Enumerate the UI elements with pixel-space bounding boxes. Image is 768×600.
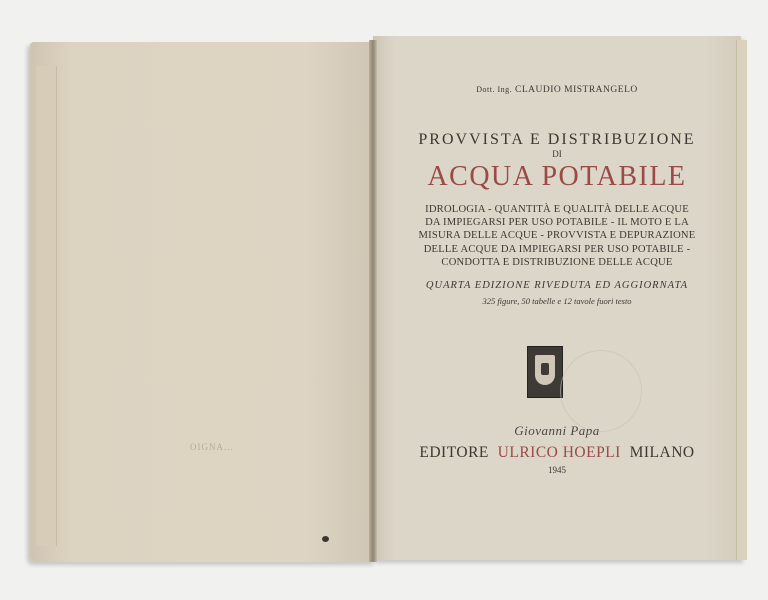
description <box>373 203 741 269</box>
author-prefix: Dott. Ing. <box>476 85 513 94</box>
description-line: MISURA DELLE ACQUE - PROVVISTA E DEPURAZIONE <box>418 230 696 242</box>
page-hole <box>322 536 329 542</box>
author <box>373 84 741 96</box>
description-line: DELLE ACQUE DA IMPIEGARSI PER USO POTABILE - <box>423 243 691 255</box>
publisher-label: EDITORE <box>419 444 489 461</box>
description-line: CONDOTTA E DISTRIBUZIONE DELLE ACQUE <box>441 256 673 268</box>
publisher-emblem-icon <box>527 346 563 398</box>
left-page-edge <box>36 66 57 546</box>
author-name: CLAUDIO MISTRANGELO <box>515 85 638 95</box>
handwritten-signature: Giovanni Papa <box>514 423 600 438</box>
edition: QUARTA EDIZIONE RIVEDUTA ED AGGIORNATA <box>425 280 689 291</box>
publisher-name: ULRICO HOEPLI <box>497 444 621 461</box>
description-line: DA IMPIEGARSI PER USO POTABILE - IL MOTO E LA <box>425 217 689 229</box>
show-through-text: OIGNA... <box>190 442 234 452</box>
publisher-line <box>373 443 741 462</box>
description-line: IDROLOGIA - QUANTITÀ E QUALITÀ DELLE ACQUE <box>425 204 689 215</box>
figures-note: 325 figure, 50 tabelle e 12 tavole fuori testo <box>482 296 632 306</box>
publication-year: 1945 <box>548 465 566 475</box>
publisher-city: MILANO <box>629 444 695 461</box>
left-page <box>30 42 376 562</box>
embossed-seal <box>560 350 642 432</box>
title-di: DI <box>552 149 562 159</box>
title-line-1: PROVVISTA E DISTRIBUZIONE <box>418 131 696 148</box>
main-title: ACQUA POTABILE <box>427 161 687 192</box>
